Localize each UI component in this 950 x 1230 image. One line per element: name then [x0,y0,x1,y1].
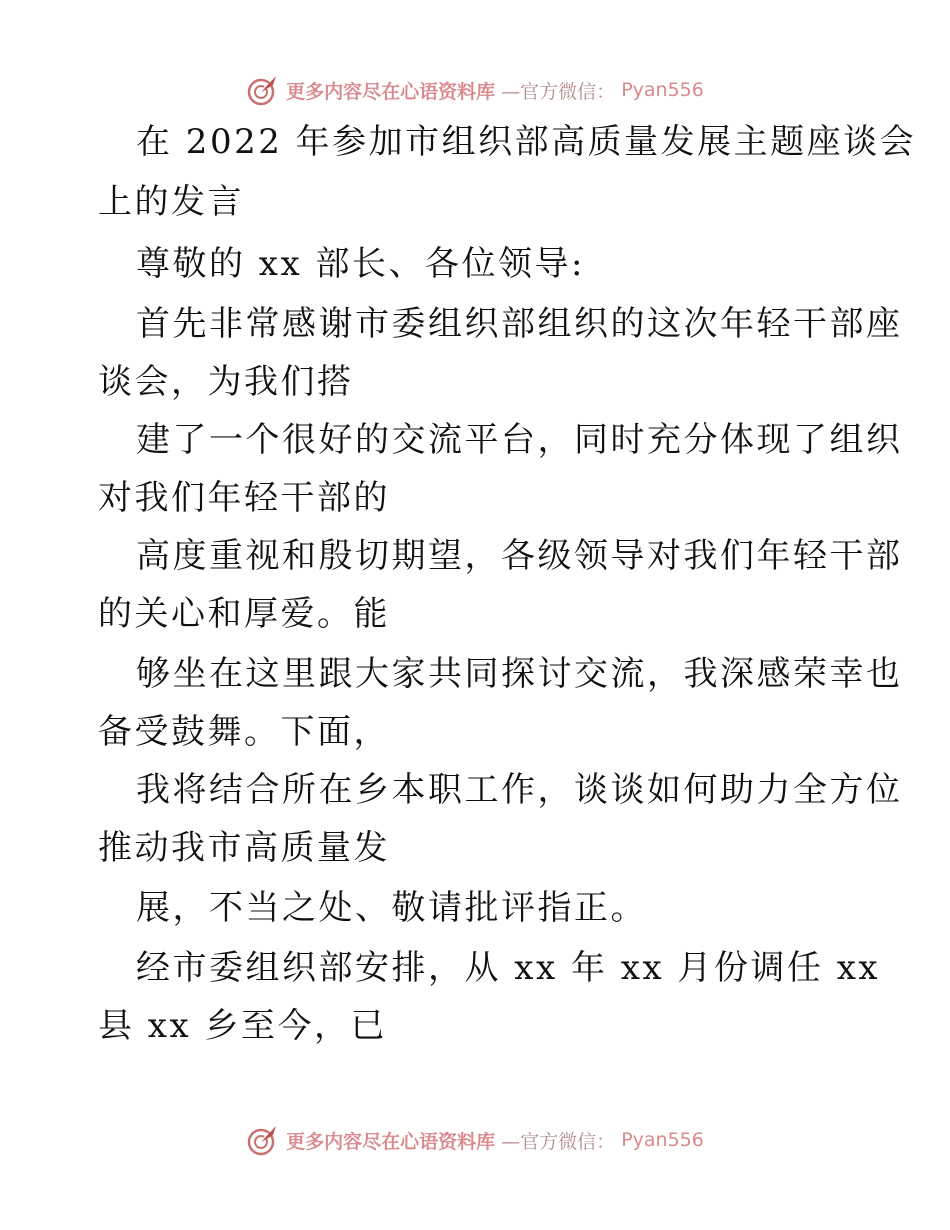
text-line: 展，不当之处、敬请批评指正。 [136,888,647,928]
quill-logo-icon [246,1123,280,1157]
text-line: 在 2022 年参加市组织部高质量发展主题座谈会 [136,122,917,162]
text-line: 首先非常感谢市委组织部组织的这次年轻干部座 [136,304,903,344]
text-line: 高度重视和殷切期望，各级领导对我们年轻干部 [136,536,903,576]
header-watermark [0,70,950,110]
text-line: 谈会，为我们搭 [98,362,354,402]
watermark-brand: 更多内容尽在心语资料库 [286,1130,496,1153]
text-line: 建了一个很好的交流平台，同时充分体现了组织 [136,420,903,460]
footer-watermark [0,1120,950,1160]
text-line: 备受鼓舞。下面， [98,712,390,752]
watermark-brand: 更多内容尽在心语资料库 [286,80,496,103]
text-line: 够坐在这里跟大家共同探讨交流，我深感荣幸也 [136,654,903,694]
watermark-wechat-id: Pyan556 [621,79,704,101]
text-line: 推动我市高质量发 [98,828,390,868]
text-line: 经市委组织部安排，从 xx 年 xx 月份调任 xx [136,948,881,988]
text-line: 我将结合所在乡本职工作，谈谈如何助力全方位 [136,770,903,810]
watermark-wechat-id: Pyan556 [621,1129,704,1151]
quill-logo-icon [246,73,280,107]
watermark-label: —官方微信： [501,1130,616,1153]
text-line: 县 xx 乡至今，已 [98,1006,387,1046]
text-line: 尊敬的 xx 部长、各位领导: [136,244,585,284]
text-line: 对我们年轻干部的 [98,478,390,518]
watermark-label: —官方微信： [501,80,616,103]
text-line: 的关心和厚爱。能 [98,594,390,634]
text-line: 上的发言 [98,182,244,222]
